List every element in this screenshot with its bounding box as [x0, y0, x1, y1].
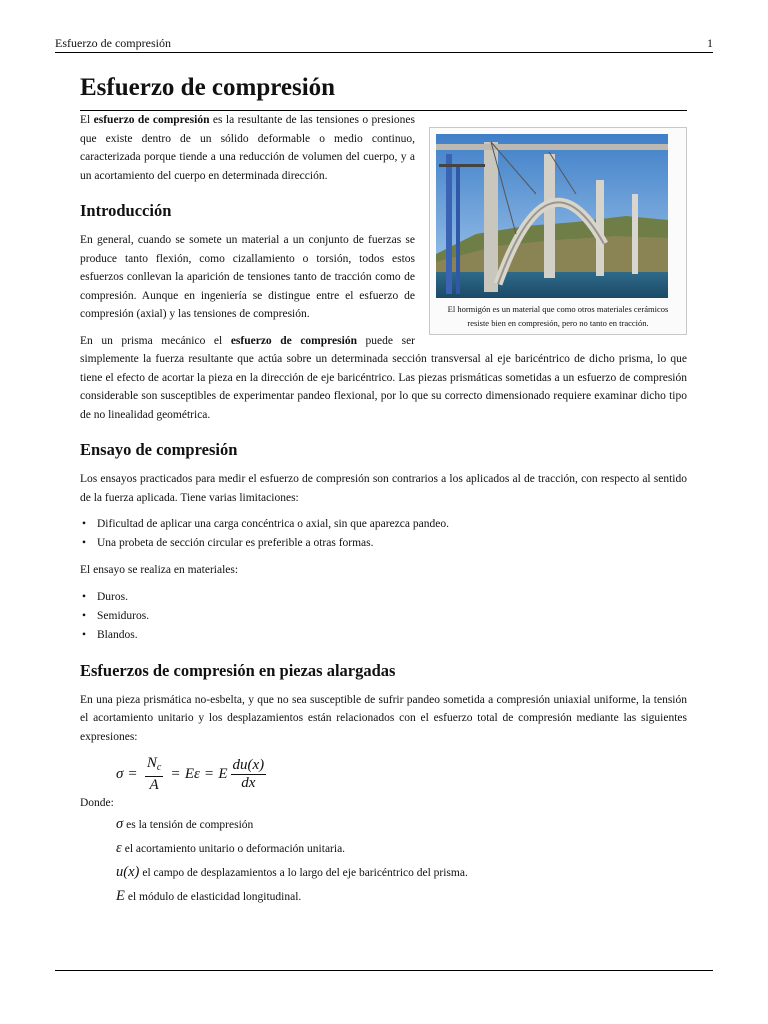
intro-paragraph: El esfuerzo de compresión es la resultante de las tensiones o presiones que existe dentro de un sólido deformable o medio continuo, caracterizada porque tiende a una reducción de volumen del cuerpo, y a un acortamiento del cuerpo en determinada dirección.: [80, 114, 415, 182]
list-item: • Una probeta de sección circular es preferible a otras formas.: [80, 534, 687, 553]
definition-item: [116, 837, 687, 861]
equals-sign: =: [204, 765, 214, 782]
figure-caption: El hormigón es un material que como otros materiales cerámicos resiste bien en compresión, pero no tanto en tracción.: [447, 304, 669, 328]
definition-symbol: ε: [116, 840, 122, 856]
equation-lhs: σ: [116, 765, 124, 782]
fraction-numerator: du(x): [232, 756, 265, 773]
introduccion-bold-term: esfuerzo de compresión: [230, 334, 357, 347]
definition-text: es la tensión de compresión: [126, 819, 254, 831]
piezas-paragraph-1: En una pieza prismática no-esbelta, y que no sea susceptible de sufrir pandeo sometida a compresión uniaxial uniforme, la tensión el acortamiento unitario y los desplazamientos están relacionados con el esfuerzo total de compresión mediante las siguientes expresiones:: [80, 693, 687, 743]
donde-label: Donde:: [80, 797, 114, 809]
bridge-photo: [436, 134, 668, 298]
definition-text: el campo de desplazamientos a lo largo del eje baricéntrico del prisma.: [142, 867, 468, 879]
definition-item: [116, 885, 687, 909]
definition-text: el acortamiento unitario o deformación unitaria.: [124, 843, 346, 855]
equation-coefficient: E: [218, 765, 228, 782]
fraction-denominator: A: [149, 776, 159, 793]
fraction-denominator: dx: [241, 774, 256, 791]
definition-item: [116, 813, 687, 837]
fraction-derivative: [231, 757, 267, 792]
running-header: [55, 36, 713, 51]
list-item: • Blandos.: [80, 626, 687, 645]
stress-equation: [116, 754, 687, 794]
article-body: [80, 72, 687, 909]
definitions-list: [116, 813, 687, 909]
list-item: • Dificultad de aplicar una carga concéntrica o axial, sin que aparezca pandeo.: [80, 515, 687, 534]
list-item: • Semiduros.: [80, 607, 687, 626]
section-heading-introduccion: Introducción: [80, 201, 172, 220]
fraction-numerator: N: [146, 754, 157, 771]
ensayo-paragraph-1: Los ensayos practicados para medir el esfuerzo de compresión son contrarios a los aplicados al de tracción, con respecto al sentido de la fuerza aplicada. Tiene varias limitaciones:: [80, 473, 687, 504]
limitations-list: [80, 515, 687, 553]
definition-symbol: σ: [116, 816, 124, 832]
section-heading-ensayo: Ensayo de compresión: [80, 440, 238, 459]
list-item: • Duros.: [80, 588, 687, 607]
fraction-numerator-subscript: c: [156, 761, 162, 773]
definition-symbol: E: [116, 888, 125, 904]
running-header-title: Esfuerzo de compresión: [55, 36, 171, 50]
equation-middle-term: Eε: [184, 765, 200, 782]
header-rule: [55, 52, 713, 53]
figure-box: [429, 127, 687, 335]
footer-rule: [55, 970, 713, 971]
ensayo-paragraph-2: El ensayo se realiza en materiales:: [80, 564, 239, 576]
page-number: 1: [707, 36, 713, 50]
introduccion-paragraph-1: En general, cuando se somete un material a un conjunto de fuerzas se produce tanto flexión, como cizallamiento o torsión, todos estos esfuerzos conllevan la aparición de tensiones tanto de tracción como de compresión. Aunque en ingeniería se distingue entre el esfuerzo de compresión (axial) y las tensiones de compresión.: [80, 234, 415, 320]
definition-symbol: u(x): [116, 864, 140, 880]
intro-bold-term: esfuerzo de compresión: [93, 114, 210, 126]
definition-item: [116, 861, 687, 885]
equals-sign: =: [128, 765, 137, 782]
equals-sign: =: [171, 765, 180, 782]
introduccion-paragraph-2: En un prisma mecánico el esfuerzo de compresión puede ser simplemente la fuerza resultante que actúa sobre un determinada sección transversal al eje baricéntrico de dicho prisma, lo que tiene el efecto de acortar la pieza en la dirección de eje baricéntrico. Las piezas prismáticas sometidas a un esfuerzo de compresión considerable son susceptibles de experimentar pandeo flexional, por lo que su correcto dimensionado requiere examinar dicho tipo de no linealidad geométrica.: [80, 334, 687, 421]
materials-list: [80, 588, 687, 645]
article-title: Esfuerzo de compresión: [80, 72, 687, 111]
definition-text: el módulo de elasticidad longitudinal.: [127, 891, 302, 903]
fraction-force-area: [145, 755, 163, 794]
section-heading-piezas-alargadas: Esfuerzos de compresión en piezas alargadas: [80, 660, 396, 680]
